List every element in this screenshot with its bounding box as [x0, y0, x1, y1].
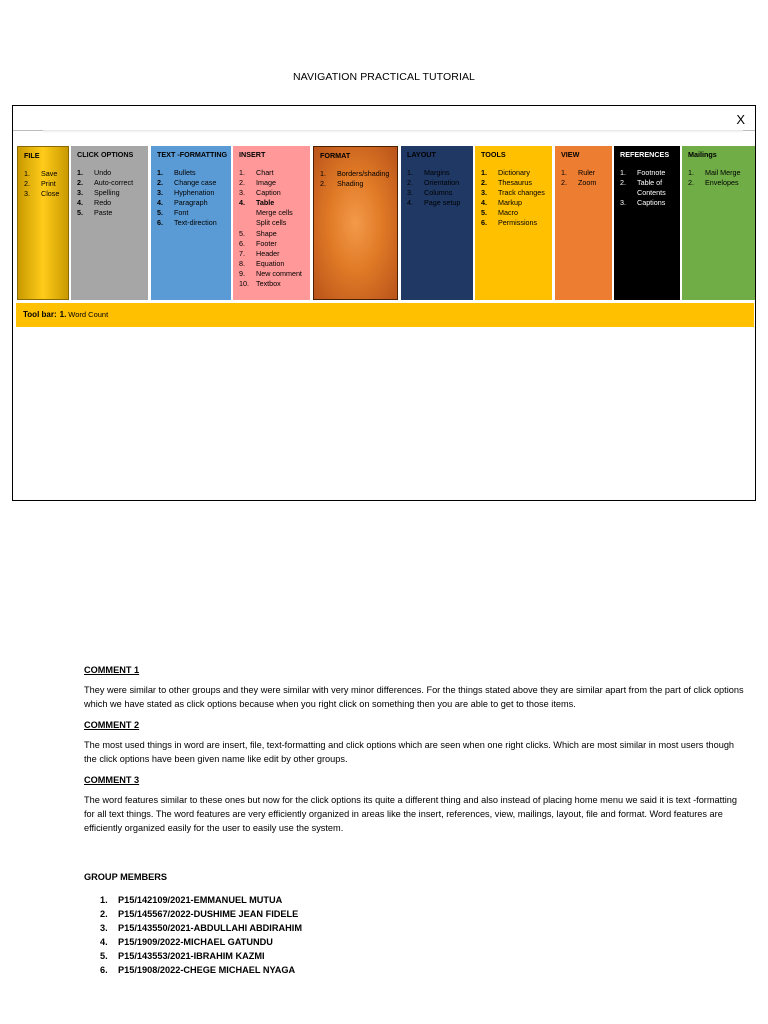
menu-item-label: Markup: [498, 198, 522, 208]
menu-item-label: Envelopes: [705, 178, 739, 188]
menu-title: Mailings: [688, 150, 717, 159]
member-number: 2.: [100, 909, 108, 919]
member-item: [100, 935, 302, 949]
menu-item-number: 3.: [620, 198, 626, 208]
menu-item-label: Text-direction: [174, 218, 217, 228]
menu-item-label: Save: [41, 169, 58, 178]
menu-item-number: 1.: [481, 168, 487, 177]
menu-item[interactable]: [407, 198, 471, 208]
member-name: P15/1909/2022-MICHAEL GATUNDU: [118, 937, 273, 947]
menu-item-label: Track changes: [498, 188, 545, 198]
menu-item-label: Merge cells: [256, 208, 293, 218]
menu-item-number: 1.: [320, 169, 326, 178]
menu-item[interactable]: [239, 239, 308, 249]
menu-item-label: Footer: [256, 238, 277, 248]
menu-insert[interactable]: [233, 146, 310, 300]
menu-item-number: 4.: [239, 198, 245, 208]
menu-item-number: 2.: [320, 179, 326, 189]
menu-item-list: [77, 168, 146, 218]
menu-mockup-window: [12, 105, 756, 501]
menu-item[interactable]: [239, 249, 308, 259]
menu-item-list: [561, 168, 610, 188]
page-title: NAVIGATION PRACTICAL TUTORIAL: [292, 71, 475, 83]
group-members-title: GROUP MEMBERS: [84, 872, 168, 882]
menu-item-number: 2.: [620, 178, 626, 188]
title-bar-shadow: [43, 130, 743, 133]
menu-item[interactable]: [157, 168, 229, 178]
menu-title: TEXT -FORMATTING: [157, 150, 228, 159]
menu-item-list: [481, 168, 550, 229]
menu-view[interactable]: [555, 146, 612, 300]
menu-item-label: Table of Contents: [637, 178, 666, 198]
menu-item[interactable]: [688, 168, 753, 178]
group-members-list: [100, 893, 302, 977]
menu-item-list: [320, 169, 395, 189]
menu-item-number: 2.: [407, 178, 413, 188]
menu-item[interactable]: [77, 198, 146, 208]
window-title-bar: [13, 106, 755, 131]
menu-item[interactable]: [320, 169, 395, 179]
menu-item-number: 1.: [157, 168, 163, 177]
menu-item-number: 2.: [24, 179, 30, 189]
menu-item[interactable]: [561, 168, 610, 178]
member-number: 5.: [100, 951, 108, 961]
comment-3-heading: COMMENT 3: [84, 775, 140, 785]
menu-item-label: Shape: [256, 228, 277, 238]
menu-item[interactable]: [157, 208, 229, 218]
menu-item-number: 10.: [239, 279, 249, 289]
menu-item-number: 1.: [239, 168, 245, 177]
menu-mailings[interactable]: [682, 146, 755, 300]
menu-item[interactable]: [157, 178, 229, 188]
menu-item-number: 5.: [481, 208, 487, 218]
menu-item[interactable]: [481, 168, 550, 178]
menu-item[interactable]: [481, 188, 550, 198]
menu-title: VIEW: [561, 150, 580, 159]
menu-item-label: Columns: [424, 188, 453, 198]
menu-item[interactable]: [239, 259, 308, 269]
menu-item[interactable]: [239, 168, 308, 178]
member-name: P15/143553/2021-IBRAHIM KAZMI: [118, 951, 265, 961]
member-item: [100, 963, 302, 977]
menu-item-number: [239, 208, 256, 218]
menu-item-number: 1.: [620, 168, 626, 177]
close-icon[interactable]: X: [736, 112, 745, 127]
menu-title: REFERENCES: [620, 150, 670, 159]
menu-title: CLICK OPTIONS: [77, 150, 134, 159]
menu-item[interactable]: [239, 229, 308, 239]
menu-item[interactable]: [157, 198, 229, 208]
menu-item-number: 5.: [157, 208, 163, 218]
menu-item-label: Redo: [94, 198, 112, 208]
menu-item[interactable]: [320, 179, 395, 189]
menu-item[interactable]: [407, 178, 471, 188]
menu-title: FORMAT: [320, 151, 351, 160]
menu-title: TOOLS: [481, 150, 506, 159]
menu-item-list: [407, 168, 471, 208]
menu-item-number: 6.: [239, 238, 245, 248]
menu-item[interactable]: [77, 178, 146, 188]
menu-item-label: Close: [41, 189, 60, 199]
menu-item[interactable]: [481, 208, 550, 218]
menu-item[interactable]: [77, 188, 146, 198]
menu-item-number: 6.: [481, 218, 487, 228]
menu-format[interactable]: [313, 146, 398, 300]
menu-item-label: Orientation: [424, 178, 460, 188]
menu-item-number: 2.: [481, 178, 487, 188]
menu-item-label: Spelling: [94, 188, 120, 198]
menu-title: LAYOUT: [407, 150, 436, 159]
menu-item-number: 1.: [561, 168, 567, 177]
menu-item-label: Chart: [256, 168, 274, 177]
menu-item-label: Mail Merge: [705, 168, 741, 177]
menu-layout[interactable]: [401, 146, 473, 300]
menu-item-label: Zoom: [578, 178, 597, 188]
menu-item-number: 1.: [688, 168, 694, 177]
menu-item-label: Caption: [256, 188, 281, 198]
menu-item[interactable]: [239, 269, 308, 279]
menu-item[interactable]: [239, 279, 308, 289]
menu-item-label: Font: [174, 208, 189, 218]
comment-1-heading: COMMENT 1: [84, 665, 140, 675]
member-number: 4.: [100, 937, 108, 947]
menu-item[interactable]: [481, 178, 550, 188]
menu-item[interactable]: [239, 218, 308, 228]
member-name: P15/142109/2021-EMMANUEL MUTUA: [118, 895, 283, 905]
menu-item[interactable]: [157, 188, 229, 198]
menu-item-list: [24, 169, 66, 199]
menu-item[interactable]: [620, 198, 678, 208]
menu-item-list: [157, 168, 229, 229]
menu-item-label: Textbox: [256, 279, 281, 289]
menu-item-number: 5.: [77, 208, 83, 218]
menu-item-label: Auto-correct: [94, 178, 134, 188]
menu-item[interactable]: [239, 178, 308, 188]
menu-item-list: [688, 168, 753, 188]
menu-item-number: 1.: [24, 169, 30, 178]
menu-item[interactable]: [24, 179, 66, 189]
menu-click-options[interactable]: [71, 146, 148, 300]
menu-item-number: 2.: [688, 178, 694, 188]
menu-item-label: Ruler: [578, 168, 596, 177]
menu-item-number: 6.: [157, 218, 163, 228]
menu-item-number: 2.: [561, 178, 567, 188]
menu-item[interactable]: [77, 168, 146, 178]
member-name: P15/145567/2022-DUSHIME JEAN FIDELE: [118, 909, 299, 919]
menu-item-number: 2.: [157, 178, 163, 188]
menu-tools[interactable]: [475, 146, 552, 300]
menu-item[interactable]: [157, 218, 229, 228]
menu-item-number: 2.: [77, 178, 83, 188]
menu-item-number: 4.: [407, 198, 413, 208]
comment-3-text: The word features similar to these ones but now for the click options its quite a different thing and also instead of placing home menu we said it is text -formatting for all text things. The word features are very efficiently organized in areas like the insert, references, view, mailings, layout, file and format. Word features are efficiently organized easily for the user to easily use the system.: [84, 795, 737, 833]
comment-2-text: The most used things in word are insert, file, text-formatting and click options which are seen when one right clicks. Which are most similar in most users though the click options have been given name like edit by other groups.: [84, 740, 735, 764]
menu-title: INSERT: [239, 150, 266, 159]
menu-item-label: Undo: [94, 168, 112, 177]
menu-item[interactable]: [481, 198, 550, 208]
menu-item-number: 7.: [239, 248, 245, 258]
toolbar-item-word-count[interactable]: Word Count: [68, 310, 109, 319]
menu-item-label: New comment: [256, 268, 302, 278]
menu-item-label: Paragraph: [174, 198, 208, 208]
menu-item-label: Dictionary: [498, 168, 530, 177]
menu-item-label: Shading: [337, 179, 364, 189]
menu-item-label: Margins: [424, 168, 450, 177]
menu-item-label: Equation: [256, 258, 285, 268]
menu-item[interactable]: [481, 218, 550, 228]
menu-title: FILE: [24, 151, 40, 160]
menu-references[interactable]: [614, 146, 680, 300]
menu-item-number: 2.: [239, 178, 245, 188]
member-number: 6.: [100, 965, 108, 975]
menu-item-label: Paste: [94, 208, 113, 218]
menu-item-number: 3.: [77, 188, 83, 198]
menu-item-list: [620, 168, 678, 208]
menu-item-label: Thesaurus: [498, 178, 532, 188]
menu-item-number: 4.: [77, 198, 83, 208]
member-item: [100, 893, 302, 907]
menu-item[interactable]: [688, 178, 753, 188]
menu-item-number: 3.: [407, 188, 413, 198]
menu-item-label: Image: [256, 178, 276, 188]
menu-item-label: Footnote: [637, 168, 666, 177]
menu-item[interactable]: [620, 168, 678, 178]
menu-item-number: [239, 218, 256, 228]
menu-bar: [15, 146, 755, 300]
menu-item-number: 9.: [239, 268, 245, 278]
menu-item-label: Permissions: [498, 218, 538, 228]
menu-item-label: Print: [41, 179, 56, 189]
toolbar-label: Tool bar:: [23, 310, 57, 319]
menu-item-number: 4.: [157, 198, 163, 208]
menu-item[interactable]: [407, 188, 471, 198]
menu-item[interactable]: [24, 189, 66, 199]
menu-item-label: Borders/shading: [337, 169, 390, 178]
menu-item[interactable]: [239, 208, 308, 218]
menu-item-number: 8.: [239, 258, 245, 268]
menu-text-formatting[interactable]: [151, 146, 231, 300]
member-number: 1.: [100, 895, 108, 905]
menu-item-label: Bullets: [174, 168, 196, 177]
member-number: 3.: [100, 923, 108, 933]
menu-item[interactable]: [77, 208, 146, 218]
menu-item[interactable]: [239, 188, 308, 198]
menu-item-label: Macro: [498, 208, 518, 218]
menu-item-label: Captions: [637, 198, 666, 208]
menu-item-number: 3.: [239, 188, 245, 198]
menu-item-list: [239, 168, 308, 289]
member-name: P15/1908/2022-CHEGE MICHAEL NYAGA: [118, 965, 296, 975]
menu-item-label: Hyphenation: [174, 188, 215, 198]
menu-item-label: Table: [256, 198, 275, 208]
menu-item[interactable]: [239, 198, 308, 208]
menu-item-number: 4.: [481, 198, 487, 208]
member-item: [100, 921, 302, 935]
comment-1-text: They were similar to other groups and they were similar with very minor differences. For the things stated above they are similar apart from the part of click options which we have stated as click options because when you right click on something then you are able to get to those items.: [84, 685, 744, 709]
menu-item-label: Split cells: [256, 218, 287, 228]
menu-item-number: 3.: [481, 188, 487, 198]
menu-item-label: Header: [256, 248, 280, 258]
menu-item[interactable]: [620, 178, 678, 198]
comments-section: [84, 663, 748, 842]
menu-item-number: 3.: [24, 189, 30, 199]
menu-item[interactable]: [407, 168, 471, 178]
menu-item-label: Change case: [174, 178, 217, 188]
menu-item-label: Page setup: [424, 198, 461, 208]
member-item: [100, 949, 302, 963]
menu-item-number: 1.: [77, 168, 83, 177]
menu-item[interactable]: [24, 169, 66, 179]
menu-item-number: 5.: [239, 228, 245, 238]
member-name: P15/143550/2021-ABDULLAHI ABDIRAHIM: [118, 923, 302, 933]
toolbar-item-number: 1.: [59, 310, 67, 319]
comment-2-heading: COMMENT 2: [84, 720, 140, 730]
menu-item[interactable]: [561, 178, 610, 188]
toolbar: [16, 303, 754, 327]
menu-item-number: 3.: [157, 188, 163, 198]
menu-file[interactable]: [17, 146, 69, 300]
menu-item-number: 1.: [407, 168, 413, 177]
member-item: [100, 907, 302, 921]
